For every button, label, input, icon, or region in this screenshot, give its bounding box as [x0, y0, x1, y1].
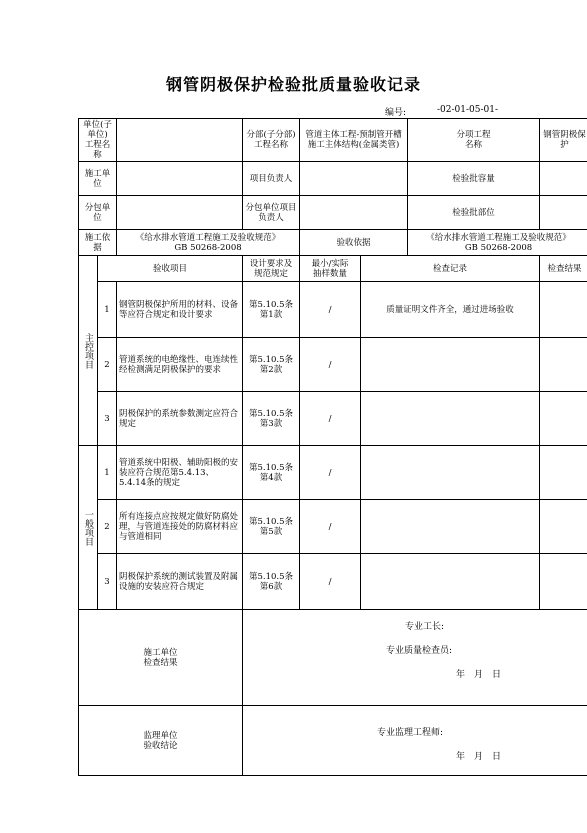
- subcontract-manager-label: 分包单位项目 负责人: [243, 196, 300, 230]
- construction-check-area[interactable]: [243, 610, 587, 706]
- construction-basis-value: 《给水排水管道工程施工及验收规范》 GB 50268-2008: [117, 230, 300, 256]
- acceptance-basis-value: 《给水排水管道工程施工及验收规范》 GB 50268-2008: [408, 230, 587, 256]
- row-item: 管道系统中阳极、辅助阳极的安装应符合规范第5.4.13、5.4.14条的规定: [117, 446, 243, 500]
- row-record[interactable]: [361, 554, 540, 610]
- row-no: 1: [98, 282, 117, 338]
- doc-no-label: 编号:: [385, 108, 407, 118]
- row-result[interactable]: [540, 554, 587, 610]
- supervision-check-label: 监理单位 验收结论: [79, 706, 243, 776]
- row-requirement: 第5.10.5条 第6款: [243, 554, 300, 610]
- page-title: 钢管阴极保护检验批质量验收记录: [165, 75, 421, 94]
- main-control-label-cell: [79, 256, 98, 446]
- table-row: [79, 338, 587, 392]
- general-label: 一般项目: [83, 509, 93, 546]
- subitem-label: 分项工程 名称: [408, 119, 540, 162]
- row-record[interactable]: [361, 338, 540, 392]
- unit-value[interactable]: [117, 119, 243, 162]
- table-row: [79, 392, 587, 446]
- project-manager-label: 项目负责人: [243, 162, 300, 196]
- row-record[interactable]: [361, 446, 540, 500]
- foreman-label: 专业工长:: [405, 621, 445, 632]
- col-item: 验收项目: [98, 256, 243, 282]
- table-row: [79, 500, 587, 554]
- subcontract-unit-label: 分包单位: [79, 196, 117, 230]
- division-label: 分部(子分部) 工程名称: [243, 119, 300, 162]
- batch-location-label: 检验批部位: [408, 196, 540, 230]
- row-no: 3: [98, 392, 117, 446]
- batch-location-value[interactable]: [540, 196, 587, 230]
- table-row: [79, 554, 587, 610]
- col-result: 检查结果: [540, 256, 587, 282]
- row-item: 阴极保护的系统参数测定应符合规定: [117, 392, 243, 446]
- construction-basis-label: 施工依据: [79, 230, 117, 256]
- row-item: 阴极保护系统的测试装置及附属设施的安装应符合规定: [117, 554, 243, 610]
- row-sample[interactable]: /: [300, 392, 361, 446]
- construction-unit-value[interactable]: [117, 162, 243, 196]
- col-record: 检查记录: [361, 256, 540, 282]
- supervision-check-area[interactable]: [243, 706, 587, 776]
- row-no: 1: [98, 446, 117, 500]
- construction-unit-label: 施工单位: [79, 162, 117, 196]
- table-row: [79, 446, 587, 500]
- row-record[interactable]: [361, 392, 540, 446]
- row-result[interactable]: [540, 446, 587, 500]
- unit-label: 单位(子单位) 工程名称: [79, 119, 117, 162]
- row-requirement: 第5.10.5条 第2款: [243, 338, 300, 392]
- row-result[interactable]: [540, 338, 587, 392]
- row-result[interactable]: [540, 500, 587, 554]
- row-sample[interactable]: /: [300, 500, 361, 554]
- project-manager-value[interactable]: [300, 162, 408, 196]
- supervision-date: 年 月 日: [456, 751, 502, 762]
- row-sample[interactable]: /: [300, 446, 361, 500]
- subitem-value[interactable]: 钢管阴极保护: [540, 119, 587, 162]
- construction-check-label: 施工单位 检查结果: [79, 610, 243, 706]
- construction-date: 年 月 日: [456, 669, 502, 680]
- row-record[interactable]: [361, 500, 540, 554]
- doc-no-value: -02-01-05-01-: [437, 105, 499, 115]
- acceptance-basis-label: 验收依据: [300, 230, 408, 256]
- row-result[interactable]: [540, 282, 587, 338]
- row-sample[interactable]: /: [300, 554, 361, 610]
- supervision-engineer-label: 专业监理工程师:: [377, 727, 444, 738]
- row-no: 2: [98, 500, 117, 554]
- subcontract-manager-value[interactable]: [300, 196, 408, 230]
- row-result[interactable]: [540, 392, 587, 446]
- row-requirement: 第5.10.5条 第4款: [243, 446, 300, 500]
- row-no: 2: [98, 338, 117, 392]
- main-control-label: 主控项目: [83, 332, 93, 369]
- subcontract-unit-value[interactable]: [117, 196, 243, 230]
- table-row: [79, 282, 587, 338]
- batch-capacity-label: 检验批容量: [408, 162, 540, 196]
- col-requirement: 设计要求及 规范规定: [243, 256, 300, 282]
- acceptance-record-table: [78, 118, 587, 776]
- col-sample: 最小/实际 抽样数量: [300, 256, 361, 282]
- row-sample[interactable]: /: [300, 338, 361, 392]
- row-sample[interactable]: /: [300, 282, 361, 338]
- row-item: 所有连接点应按规定做好防腐处理，与管道连接处的防腐材料应与管道相同: [117, 500, 243, 554]
- row-no: 3: [98, 554, 117, 610]
- row-record[interactable]: 质量证明文件齐全，通过进场验收: [361, 282, 540, 338]
- general-label-cell: [79, 446, 98, 610]
- row-item: 管道系统的电绝缘性、电连续性经检测满足阴极保护的要求: [117, 338, 243, 392]
- row-item: 钢管阴极保护所用的材料、设备等应符合规定和设计要求: [117, 282, 243, 338]
- row-requirement: 第5.10.5条 第5款: [243, 500, 300, 554]
- row-requirement: 第5.10.5条 第3款: [243, 392, 300, 446]
- batch-capacity-value[interactable]: [540, 162, 587, 196]
- division-value[interactable]: 管道主体工程-预制管开槽施工主体结构(金属类管): [300, 119, 408, 162]
- quality-inspector-label: 专业质量检查员:: [386, 645, 453, 656]
- row-requirement: 第5.10.5条 第1款: [243, 282, 300, 338]
